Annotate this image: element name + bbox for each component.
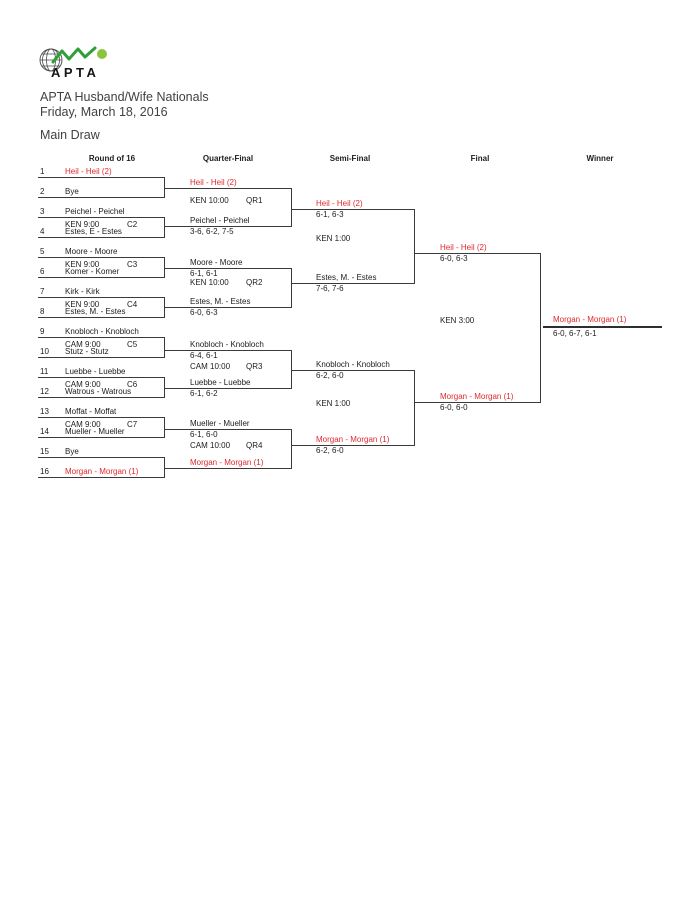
team-name: Estes, M. - Estes	[65, 307, 126, 316]
sf2-match-info: KEN 1:00	[316, 399, 351, 408]
match-venue-time: KEN 9:00	[65, 300, 100, 309]
team-name: Moore - Moore	[65, 247, 118, 256]
qf2-match-info	[190, 278, 263, 288]
qf3-team2: Luebbe - Luebbe	[190, 378, 251, 387]
match-court: C3	[127, 260, 138, 269]
match-court: C2	[127, 220, 138, 229]
final-score1: 6-0, 6-3	[440, 254, 468, 263]
seed-number: 10	[40, 347, 49, 356]
r16-match-info-c4	[65, 300, 138, 310]
column-header-winner: Winner	[586, 154, 614, 163]
qf3-score1: 6-4, 6-1	[190, 351, 218, 360]
match-venue-time: CAM 10:00	[190, 362, 231, 371]
r16-row-15	[40, 447, 79, 457]
r16-row-2	[40, 187, 79, 197]
column-header-semi-final: Semi-Final	[329, 154, 371, 163]
match-court: C7	[127, 420, 138, 429]
column-header-round-of-16: Round of 16	[88, 154, 136, 163]
r16-row-1	[40, 167, 112, 177]
r16-match-info-c2	[65, 220, 138, 230]
seed-number: 5	[40, 247, 45, 256]
match-code: QR4	[246, 441, 263, 450]
page-title: APTA Husband/Wife Nationals	[40, 90, 209, 104]
seed-number: 8	[40, 307, 45, 316]
team-name: Stutz - Stutz	[65, 347, 109, 356]
sf2-team2: Morgan - Morgan (1)	[316, 435, 390, 444]
team-name: Knobloch - Knobloch	[65, 327, 139, 336]
seed-number: 6	[40, 267, 45, 276]
sf2-team1: Knobloch - Knobloch	[316, 360, 390, 369]
match-venue-time: KEN 9:00	[65, 220, 100, 229]
qf2-team1: Moore - Moore	[190, 258, 243, 267]
match-venue-time: CAM 9:00	[65, 380, 101, 389]
match-venue-time: KEN 10:00	[190, 196, 229, 205]
team-name: Estes, E - Estes	[65, 227, 122, 236]
team-name: Komer - Komer	[65, 267, 120, 276]
team-name: Moffat - Moffat	[65, 407, 117, 416]
final-team1: Heil - Heil (2)	[440, 243, 487, 252]
match-venue-time: KEN 9:00	[65, 260, 100, 269]
match-code: QR3	[246, 362, 263, 371]
match-court: C6	[127, 380, 138, 389]
seed-number: 3	[40, 207, 45, 216]
seed-number: 12	[40, 387, 49, 396]
column-header-quarter-final: Quarter-Final	[202, 154, 254, 163]
r16-row-7	[40, 287, 100, 297]
seed-number: 2	[40, 187, 45, 196]
winner-score: 6-0, 6-7, 6-1	[553, 329, 597, 338]
seed-number: 14	[40, 427, 49, 436]
sf1-score1: 6-1, 6-3	[316, 210, 344, 219]
team-name: Heil - Heil (2)	[65, 167, 112, 176]
winner-name: Morgan - Morgan (1)	[553, 315, 627, 324]
qf4-match-info	[190, 441, 263, 451]
team-name: Bye	[65, 187, 79, 196]
seed-number: 11	[40, 367, 49, 376]
qf4-score1: 6-1, 6-0	[190, 430, 218, 439]
winner-line	[543, 326, 662, 328]
final-team2: Morgan - Morgan (1)	[440, 392, 514, 401]
match-code: QR2	[246, 278, 263, 287]
qf1-match-info	[190, 196, 263, 206]
final-score2: 6-0, 6-0	[440, 403, 468, 412]
r16-match-info-c6	[65, 380, 138, 390]
seed-number: 1	[40, 167, 45, 176]
r16-row-3	[40, 207, 125, 217]
qf1-score2: 3-6, 6-2, 7-5	[190, 227, 234, 236]
r16-row-13	[40, 407, 116, 417]
qf2-team2: Estes, M. - Estes	[190, 297, 251, 306]
match-code: QR1	[246, 196, 263, 205]
match-venue-time: CAM 10:00	[190, 441, 231, 450]
team-name: Luebbe - Luebbe	[65, 367, 126, 376]
sf1-team2: Estes, M. - Estes	[316, 273, 377, 282]
final-match-info: KEN 3:00	[440, 316, 475, 325]
column-header-final: Final	[470, 154, 490, 163]
match-court: C4	[127, 300, 138, 309]
sf1-match-info: KEN 1:00	[316, 234, 351, 243]
r16-match-info-c3	[65, 260, 138, 270]
match-venue-time: CAM 9:00	[65, 340, 101, 349]
team-name: Peichel - Peichel	[65, 207, 125, 216]
r16-row-9	[40, 327, 139, 337]
sf1-team1: Heil - Heil (2)	[316, 199, 363, 208]
draw-label: Main Draw	[40, 128, 100, 142]
seed-number: 16	[40, 467, 49, 476]
team-name: Watrous - Watrous	[65, 387, 132, 396]
qf2-score2: 6-0, 6-3	[190, 308, 218, 317]
qf3-match-info	[190, 362, 263, 372]
match-court: C5	[127, 340, 138, 349]
seed-number: 4	[40, 227, 45, 236]
qf4-team2: Morgan - Morgan (1)	[190, 458, 264, 467]
r16-row-11	[40, 367, 126, 377]
match-venue-time: CAM 9:00	[65, 420, 101, 429]
logo-wordmark: APTA	[51, 65, 100, 80]
team-name: Kirk - Kirk	[65, 287, 100, 296]
final-match-box	[415, 253, 541, 403]
match-venue-time: KEN 10:00	[190, 278, 229, 287]
seed-number: 7	[40, 287, 45, 296]
r16-match-info-c5	[65, 340, 138, 350]
apta-logo-icon	[38, 44, 128, 84]
qf1-team1: Heil - Heil (2)	[190, 178, 237, 187]
r16-row-5	[40, 247, 117, 257]
qf1-team2: Peichel - Peichel	[190, 216, 250, 225]
sf1-score2: 7-6, 7-6	[316, 284, 344, 293]
seed-number: 15	[40, 447, 49, 456]
sf2-score2: 6-2, 6-0	[316, 446, 344, 455]
team-name: Morgan - Morgan (1)	[65, 467, 139, 476]
r16-match-info-c7	[65, 420, 138, 430]
seed-number: 9	[40, 327, 45, 336]
seed-number: 13	[40, 407, 49, 416]
team-name: Bye	[65, 447, 79, 456]
r16-row-16	[40, 467, 138, 477]
event-date: Friday, March 18, 2016	[40, 105, 168, 119]
qf3-score2: 6-1, 6-2	[190, 389, 218, 398]
qf3-team1: Knobloch - Knobloch	[190, 340, 264, 349]
qf2-score1: 6-1, 6-1	[190, 269, 218, 278]
sf2-score1: 6-2, 6-0	[316, 371, 344, 380]
qf4-team1: Mueller - Mueller	[190, 419, 250, 428]
team-name: Mueller - Mueller	[65, 427, 125, 436]
